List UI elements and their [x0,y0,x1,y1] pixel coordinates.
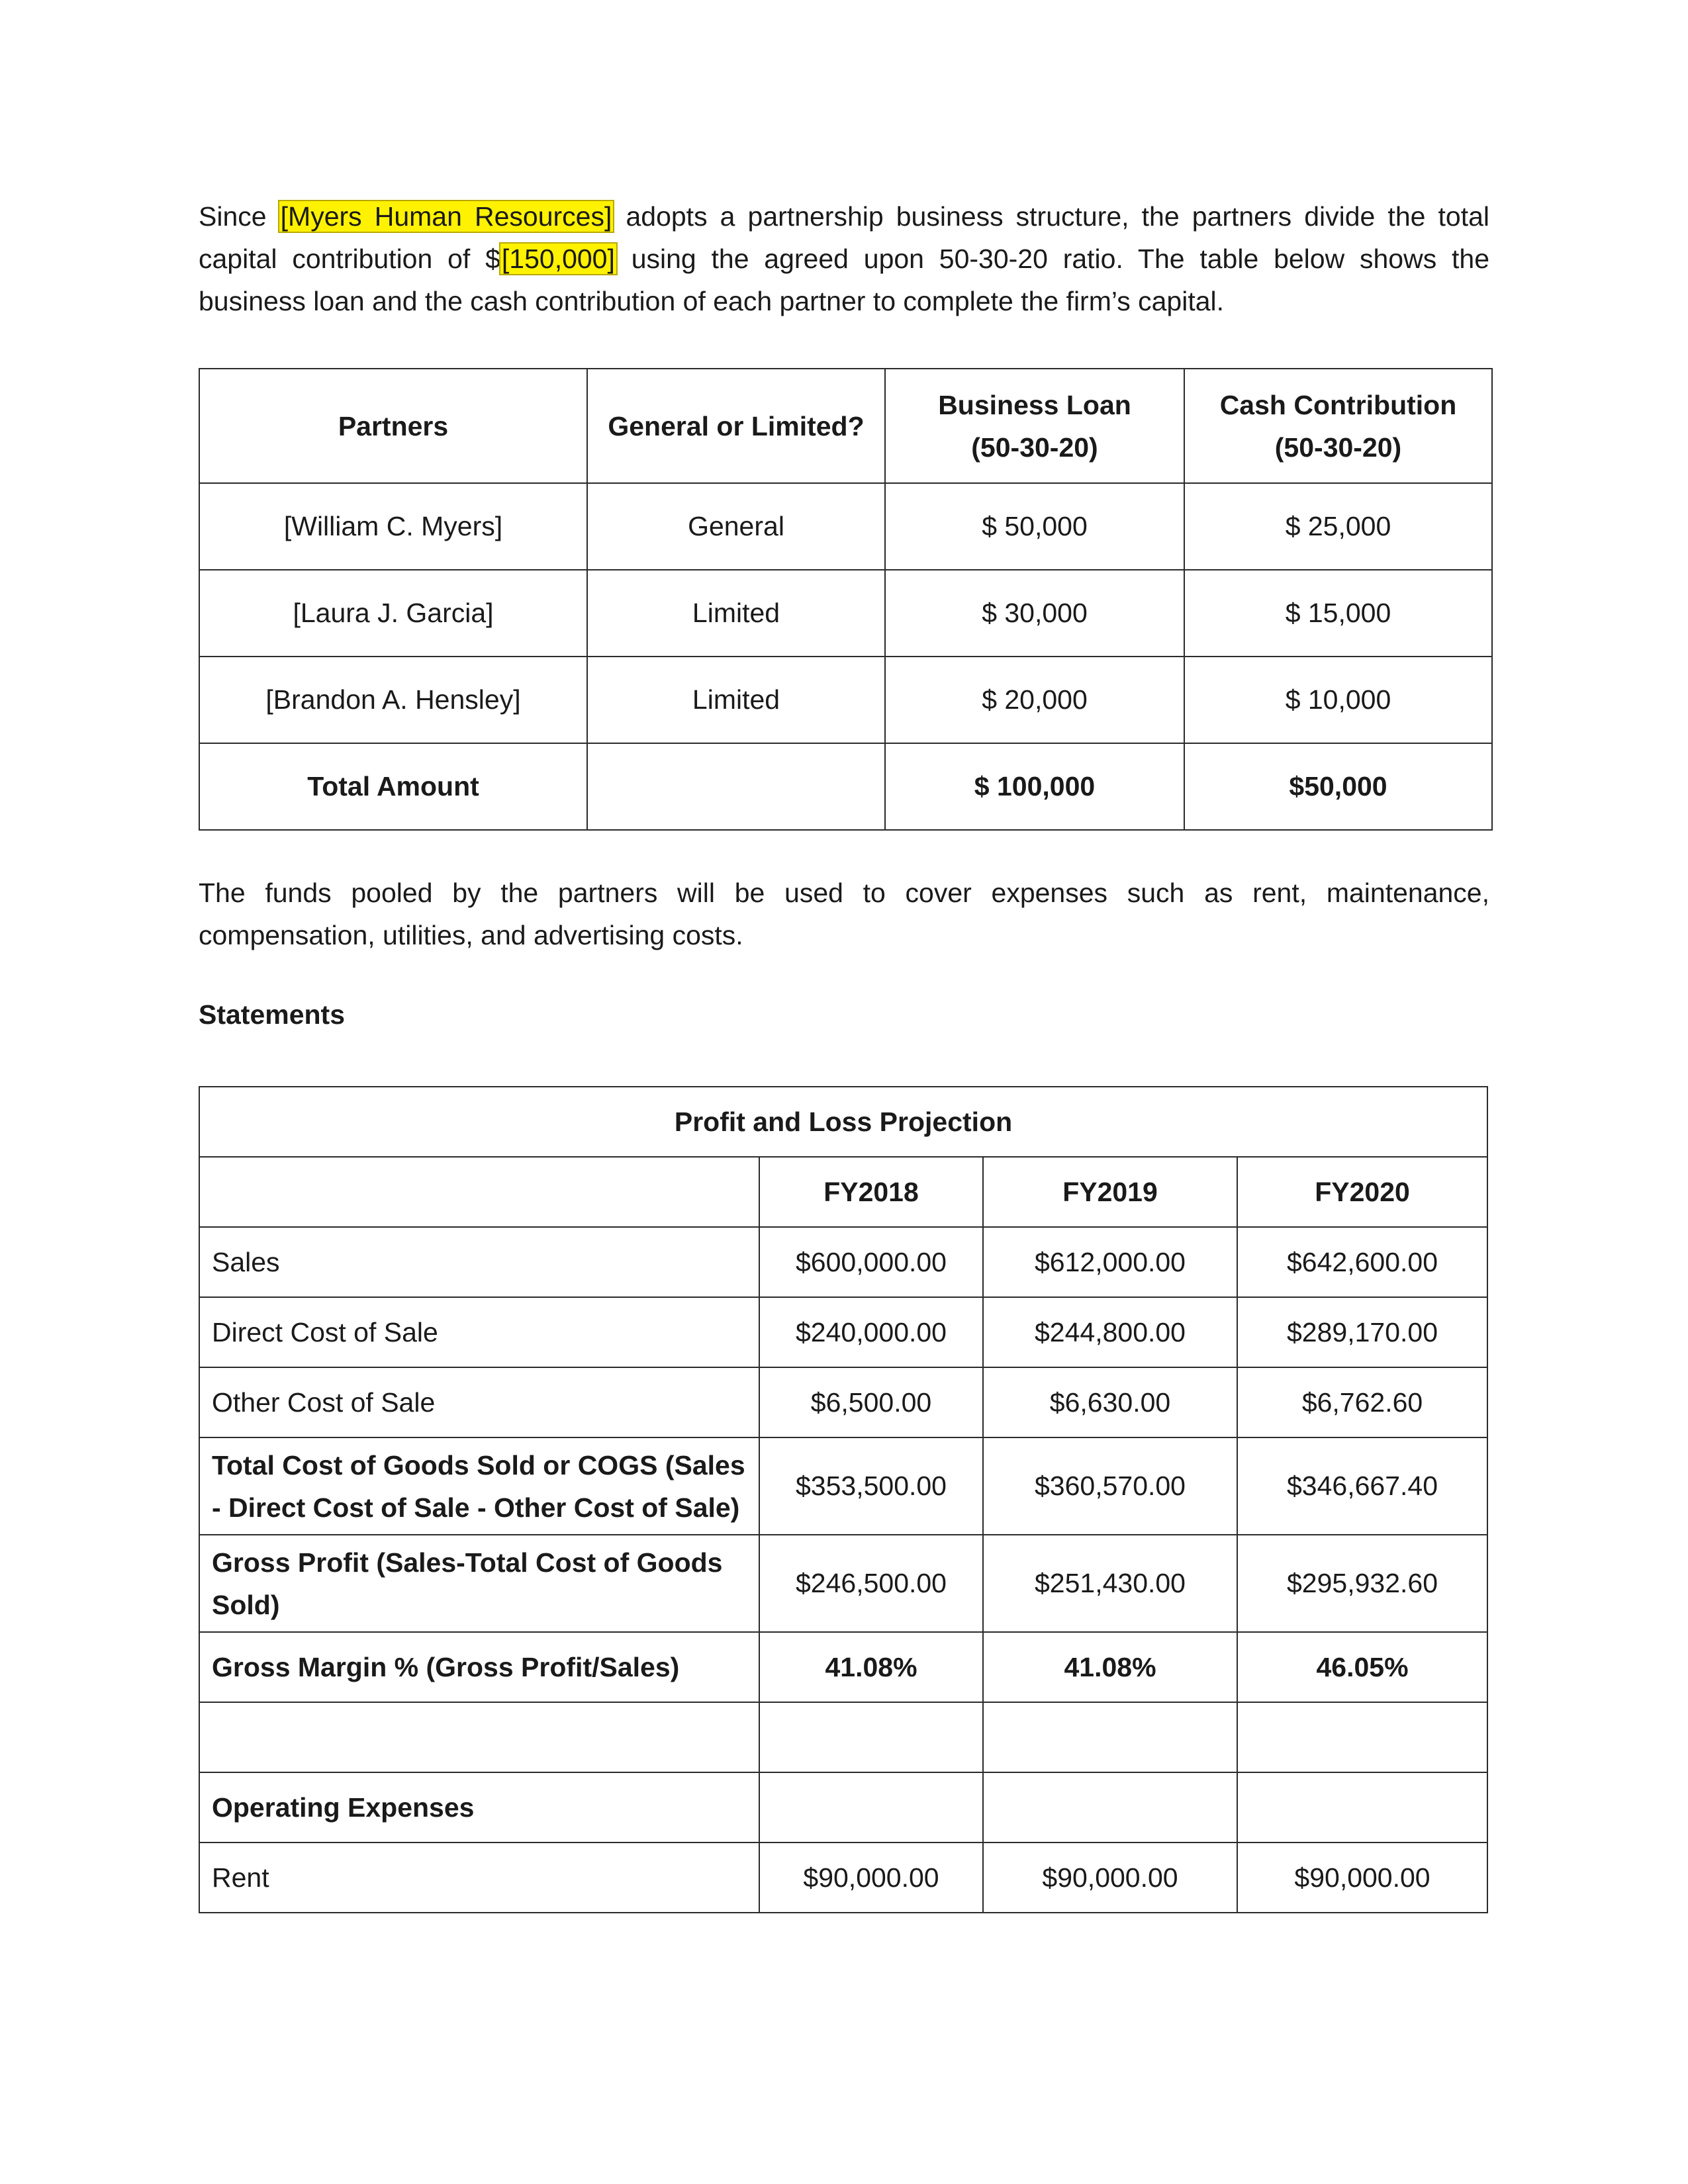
pl-value [1237,1772,1487,1843]
pl-value: $600,000.00 [759,1227,983,1297]
pl-value: 46.05% [1237,1632,1487,1702]
capital-amount-highlight: [150,000] [501,244,615,274]
pl-title-row [199,1087,1487,1157]
pl-row-label: Operating Expenses [199,1772,759,1843]
type-header: General or Limited? [587,369,885,483]
partner-type: General [587,483,885,570]
year-header: FY2019 [983,1157,1237,1227]
pl-value [983,1702,1237,1772]
pl-value [759,1772,983,1843]
intro-text-2: adopts a partnership business structure, the partners divide the total capital contribution of $ [199,201,1490,274]
pl-value: $246,500.00 [759,1535,983,1632]
pl-row-operating-expenses [199,1772,1487,1843]
pl-row-gross-margin [199,1632,1487,1702]
intro-text-3: using the agreed upon 50-30-20 ratio. The table below shows the business loan and the cash contribution of each partner to complete the firm’s capital. [199,244,1490,316]
pl-row-direct-cost [199,1297,1487,1367]
partner-row [199,570,1492,657]
pl-value: $289,170.00 [1237,1297,1487,1367]
funds-paragraph: The funds pooled by the partners will be used to cover expenses such as rent, maintenance, compensation, utilities, and advertising costs. [199,878,1489,950]
partner-row [199,483,1492,570]
total-type [587,743,885,830]
pl-row-gross-profit [199,1535,1487,1632]
pl-value: $6,630.00 [983,1367,1237,1437]
partners-header: Partners [199,369,587,483]
partners-total-row [199,743,1492,830]
pl-value: 41.08% [759,1632,983,1702]
pl-empty-header [199,1157,759,1227]
total-label: Total Amount [199,743,587,830]
pl-row-other-cost [199,1367,1487,1437]
total-loan: $ 100,000 [885,743,1184,830]
pl-value: $90,000.00 [983,1843,1237,1913]
pl-value: $244,800.00 [983,1297,1237,1367]
pl-value: $90,000.00 [759,1843,983,1913]
pl-row-sales [199,1227,1487,1297]
pl-value: $240,000.00 [759,1297,983,1367]
partner-loan: $ 30,000 [885,570,1184,657]
cash-header-line2: (50-30-20) [1274,432,1402,463]
pl-row-label: Gross Profit (Sales-Total Cost of Goods Sold) [199,1535,759,1632]
partner-loan: $ 50,000 [885,483,1184,570]
pl-row-label: Direct Cost of Sale [199,1297,759,1367]
pl-value: 41.08% [983,1632,1237,1702]
partners-header-row [199,369,1492,483]
pl-value: $6,500.00 [759,1367,983,1437]
year-header: FY2018 [759,1157,983,1227]
pl-row-label: Rent [199,1843,759,1913]
cash-header [1184,369,1492,483]
loan-header-line1: Business Loan [938,389,1131,420]
pl-value [759,1702,983,1772]
partner-row [199,657,1492,743]
partner-name: [Brandon A. Hensley] [199,657,587,743]
pl-value [1237,1702,1487,1772]
pl-value: $612,000.00 [983,1227,1237,1297]
loan-header-line2: (50-30-20) [971,432,1098,463]
partner-cash: $ 15,000 [1184,570,1492,657]
partner-type: Limited [587,570,885,657]
profit-loss-table [199,1086,1488,1913]
pl-value [983,1772,1237,1843]
partner-cash: $ 25,000 [1184,483,1492,570]
partner-loan: $ 20,000 [885,657,1184,743]
company-name-highlight: [Myers Human Resources] [280,201,612,232]
total-cash: $50,000 [1184,743,1492,830]
pl-value: $360,570.00 [983,1437,1237,1535]
partner-name: [Laura J. Garcia] [199,570,587,657]
pl-row-label: Sales [199,1227,759,1297]
pl-row-rent [199,1843,1487,1913]
partner-type: Limited [587,657,885,743]
intro-paragraph [199,195,1489,322]
intro-text-1: Since [199,201,279,232]
pl-value: $251,430.00 [983,1535,1237,1632]
pl-title: Profit and Loss Projection [199,1087,1487,1157]
pl-value: $346,667.40 [1237,1437,1487,1535]
pl-value: $6,762.60 [1237,1367,1487,1437]
pl-year-header-row [199,1157,1487,1227]
statements-heading: Statements [199,999,346,1030]
pl-row-empty [199,1702,1487,1772]
pl-row-label: Gross Margin % (Gross Profit/Sales) [199,1632,759,1702]
pl-value: $642,600.00 [1237,1227,1487,1297]
partner-name: [William C. Myers] [199,483,587,570]
partner-cash: $ 10,000 [1184,657,1492,743]
pl-value: $90,000.00 [1237,1843,1487,1913]
cash-header-line1: Cash Contribution [1219,389,1457,420]
pl-value: $295,932.60 [1237,1535,1487,1632]
pl-row-cogs [199,1437,1487,1535]
pl-row-label: Total Cost of Goods Sold or COGS (Sales - Direct Cost of Sale - Other Cost of Sale) [199,1437,759,1535]
year-header: FY2020 [1237,1157,1487,1227]
loan-header [885,369,1184,483]
pl-value: $353,500.00 [759,1437,983,1535]
pl-row-label: Other Cost of Sale [199,1367,759,1437]
pl-row-label [199,1702,759,1772]
partners-table [199,368,1493,831]
